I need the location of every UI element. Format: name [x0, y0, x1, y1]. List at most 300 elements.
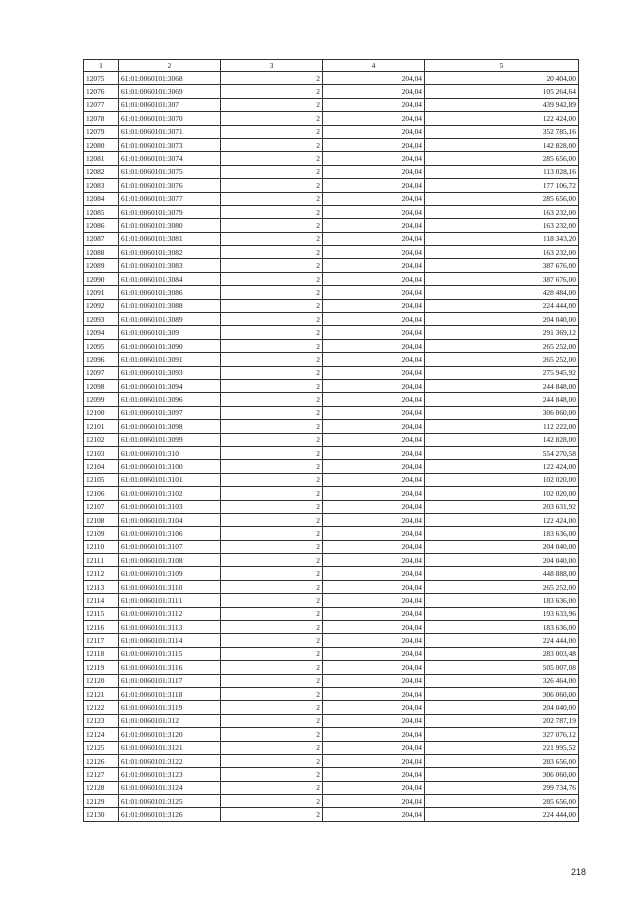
table-cell: 12091: [84, 286, 119, 299]
table-cell: 2: [221, 433, 323, 446]
table-row: [84, 339, 579, 352]
table-cell: 61:01:0060101:3100: [119, 460, 221, 473]
table-cell: 2: [221, 473, 323, 486]
table-cell: 2: [221, 527, 323, 540]
table-cell: 61:01:0060101:3125: [119, 795, 221, 808]
table-cell: 2: [221, 594, 323, 607]
table-cell: 102 020,00: [425, 487, 579, 500]
table-cell: 204,04: [323, 768, 425, 781]
table-cell: 204,04: [323, 366, 425, 379]
table-cell: 2: [221, 754, 323, 767]
table-cell: 204,04: [323, 152, 425, 165]
table-cell: 12084: [84, 192, 119, 205]
table-cell: 12129: [84, 795, 119, 808]
table-cell: 2: [221, 781, 323, 794]
table-cell: 12130: [84, 808, 119, 821]
table-cell: 61:01:0060101:3097: [119, 406, 221, 419]
table-row: [84, 393, 579, 406]
table-cell: 12075: [84, 72, 119, 85]
table-cell: 2: [221, 286, 323, 299]
table-cell: 2: [221, 85, 323, 98]
table-cell: 2: [221, 379, 323, 392]
table-row: [84, 687, 579, 700]
table-row: [84, 714, 579, 727]
table-row: [84, 621, 579, 634]
table-cell: 122 424,00: [425, 513, 579, 526]
table-cell: 122 424,00: [425, 112, 579, 125]
table-row: [84, 500, 579, 513]
table-cell: 12122: [84, 701, 119, 714]
table-cell: 112 222,00: [425, 420, 579, 433]
table-cell: 12101: [84, 420, 119, 433]
table-cell: 2: [221, 768, 323, 781]
table-cell: 2: [221, 112, 323, 125]
table-cell: 12118: [84, 647, 119, 660]
table-row: [84, 326, 579, 339]
table-cell: 61:01:0060101:3071: [119, 125, 221, 138]
table-cell: 204,04: [323, 567, 425, 580]
table-cell: 2: [221, 808, 323, 821]
table-cell: 12116: [84, 621, 119, 634]
table-row: [84, 272, 579, 285]
table-row: [84, 259, 579, 272]
table-cell: 183 636,00: [425, 527, 579, 540]
table-cell: 61:01:0060101:3098: [119, 420, 221, 433]
table-cell: 12080: [84, 138, 119, 151]
table-cell: 204,04: [323, 540, 425, 553]
table-cell: 204 040,00: [425, 540, 579, 553]
table-cell: 142 828,00: [425, 433, 579, 446]
table-cell: 387 676,00: [425, 272, 579, 285]
table-cell: 204,04: [323, 460, 425, 473]
table-row: [84, 366, 579, 379]
table-cell: 61:01:0060101:3101: [119, 473, 221, 486]
table-cell: 12114: [84, 594, 119, 607]
table-cell: 2: [221, 406, 323, 419]
table-cell: 61:01:0060101:309: [119, 326, 221, 339]
table-row: [84, 179, 579, 192]
table-cell: 204,04: [323, 406, 425, 419]
table-cell: 204,04: [323, 339, 425, 352]
table-row: [84, 112, 579, 125]
table-cell: 204,04: [323, 259, 425, 272]
table-cell: 2: [221, 621, 323, 634]
table-cell: 204,04: [323, 487, 425, 500]
table-cell: 2: [221, 500, 323, 513]
table-cell: 204,04: [323, 808, 425, 821]
table-cell: 105 264,64: [425, 85, 579, 98]
table-cell: 12119: [84, 661, 119, 674]
table-cell: 12079: [84, 125, 119, 138]
table-row: [84, 580, 579, 593]
table-cell: 177 106,72: [425, 179, 579, 192]
table-cell: 12127: [84, 768, 119, 781]
table-cell: 12109: [84, 527, 119, 540]
table-cell: 2: [221, 219, 323, 232]
table-cell: 2: [221, 487, 323, 500]
table-cell: 61:01:0060101:3102: [119, 487, 221, 500]
table-cell: 204,04: [323, 192, 425, 205]
table-cell: 12117: [84, 634, 119, 647]
table-cell: 204,04: [323, 647, 425, 660]
table-row: [84, 540, 579, 553]
table-row: [84, 473, 579, 486]
table-cell: 163 232,00: [425, 205, 579, 218]
table-cell: 204,04: [323, 246, 425, 259]
table-row: [84, 674, 579, 687]
table-cell: 2: [221, 513, 323, 526]
table-cell: 61:01:0060101:3115: [119, 647, 221, 660]
table-cell: 204,04: [323, 379, 425, 392]
table-cell: 2: [221, 125, 323, 138]
table-cell: 61:01:0060101:3109: [119, 567, 221, 580]
table-row: [84, 527, 579, 540]
table-cell: 61:01:0060101:3113: [119, 621, 221, 634]
table-cell: 204,04: [323, 353, 425, 366]
table-cell: 61:01:0060101:3068: [119, 72, 221, 85]
table-cell: 61:01:0060101:3108: [119, 554, 221, 567]
table-cell: 265 252,00: [425, 580, 579, 593]
table-cell: 2: [221, 661, 323, 674]
table-cell: 12095: [84, 339, 119, 352]
table-cell: 61:01:0060101:3084: [119, 272, 221, 285]
table-cell: 326 464,00: [425, 674, 579, 687]
table-cell: 2: [221, 339, 323, 352]
table-cell: 204,04: [323, 621, 425, 634]
table-cell: 221 995,52: [425, 741, 579, 754]
table-cell: 204,04: [323, 433, 425, 446]
table-cell: 193 633,96: [425, 607, 579, 620]
table-cell: 265 252,00: [425, 353, 579, 366]
table-cell: 204,04: [323, 728, 425, 741]
table-cell: 12113: [84, 580, 119, 593]
cadastral-table: [83, 59, 579, 822]
table-row: [84, 607, 579, 620]
table-cell: 204,04: [323, 138, 425, 151]
table-cell: 204,04: [323, 326, 425, 339]
table-cell: 142 828,00: [425, 138, 579, 151]
table-cell: 61:01:0060101:3103: [119, 500, 221, 513]
table-row: [84, 72, 579, 85]
table-cell: 12120: [84, 674, 119, 687]
table-cell: 204,04: [323, 741, 425, 754]
table-cell: 113 028,16: [425, 165, 579, 178]
table-cell: 12097: [84, 366, 119, 379]
table-cell: 2: [221, 259, 323, 272]
table-cell: 204,04: [323, 781, 425, 794]
table-cell: 2: [221, 246, 323, 259]
table-cell: 285 656,00: [425, 152, 579, 165]
table-cell: 61:01:0060101:3112: [119, 607, 221, 620]
table-cell: 2: [221, 795, 323, 808]
table-cell: 61:01:0060101:3104: [119, 513, 221, 526]
table-row: [84, 379, 579, 392]
table-cell: 204,04: [323, 232, 425, 245]
table-cell: 61:01:0060101:3126: [119, 808, 221, 821]
table-cell: 285 656,00: [425, 795, 579, 808]
table-row: [84, 420, 579, 433]
table-cell: 448 888,00: [425, 567, 579, 580]
table-cell: 163 232,00: [425, 246, 579, 259]
table-cell: 61:01:0060101:3117: [119, 674, 221, 687]
table-cell: 283 003,48: [425, 647, 579, 660]
table-cell: 2: [221, 299, 323, 312]
table-cell: 2: [221, 138, 323, 151]
table-row: [84, 232, 579, 245]
table-cell: 61:01:0060101:3074: [119, 152, 221, 165]
table-cell: 204,04: [323, 272, 425, 285]
table-cell: 204,04: [323, 795, 425, 808]
table-row: [84, 98, 579, 111]
table-cell: 163 232,00: [425, 219, 579, 232]
table-cell: 204,04: [323, 112, 425, 125]
table-cell: 61:01:0060101:3080: [119, 219, 221, 232]
page-number: 218: [570, 867, 586, 877]
table-cell: 61:01:0060101:3081: [119, 232, 221, 245]
table-cell: 12121: [84, 687, 119, 700]
table-cell: 244 848,00: [425, 393, 579, 406]
table-cell: 61:01:0060101:3069: [119, 85, 221, 98]
table-cell: 61:01:0060101:3119: [119, 701, 221, 714]
table-cell: 12112: [84, 567, 119, 580]
table-row: [84, 795, 579, 808]
table-cell: 2: [221, 152, 323, 165]
table-row: [84, 165, 579, 178]
table-body: [84, 72, 579, 822]
table-cell: 203 631,92: [425, 500, 579, 513]
table-cell: 61:01:0060101:3086: [119, 286, 221, 299]
table-cell: 12083: [84, 179, 119, 192]
table-cell: 327 076,12: [425, 728, 579, 741]
table-cell: 2: [221, 728, 323, 741]
table-cell: 306 060,00: [425, 768, 579, 781]
table-cell: 12125: [84, 741, 119, 754]
table-cell: 61:01:0060101:3091: [119, 353, 221, 366]
table-cell: 204,04: [323, 714, 425, 727]
table-cell: 2: [221, 192, 323, 205]
table-cell: 2: [221, 72, 323, 85]
table-cell: 61:01:0060101:3094: [119, 379, 221, 392]
table-cell: 61:01:0060101:3107: [119, 540, 221, 553]
table-cell: 2: [221, 446, 323, 459]
table-cell: 61:01:0060101:3114: [119, 634, 221, 647]
table-row: [84, 125, 579, 138]
table-row: [84, 286, 579, 299]
table-cell: 204,04: [323, 473, 425, 486]
table-cell: 12099: [84, 393, 119, 406]
column-header: 1: [84, 60, 119, 72]
table-row: [84, 594, 579, 607]
table-cell: 183 636,00: [425, 594, 579, 607]
table-cell: 428 484,00: [425, 286, 579, 299]
table-cell: 61:01:0060101:3118: [119, 687, 221, 700]
table-cell: 204,04: [323, 313, 425, 326]
table-cell: 102 020,00: [425, 473, 579, 486]
table-cell: 61:01:0060101:3124: [119, 781, 221, 794]
table-cell: 2: [221, 313, 323, 326]
table-cell: 61:01:0060101:3099: [119, 433, 221, 446]
table-cell: 204,04: [323, 98, 425, 111]
table-row: [84, 634, 579, 647]
table-row: [84, 299, 579, 312]
table-cell: 61:01:0060101:3089: [119, 313, 221, 326]
table-cell: 12086: [84, 219, 119, 232]
column-header: 4: [323, 60, 425, 72]
table-cell: 2: [221, 701, 323, 714]
table-cell: 387 676,00: [425, 259, 579, 272]
table-cell: 204 040,00: [425, 313, 579, 326]
table-cell: 61:01:0060101:3075: [119, 165, 221, 178]
table-cell: 2: [221, 366, 323, 379]
table-cell: 61:01:0060101:310: [119, 446, 221, 459]
table-row: [84, 192, 579, 205]
table-row: [84, 152, 579, 165]
table-row: [84, 513, 579, 526]
table-cell: 12088: [84, 246, 119, 259]
table-cell: 2: [221, 272, 323, 285]
table-cell: 61:01:0060101:3120: [119, 728, 221, 741]
table-row: [84, 353, 579, 366]
table-cell: 61:01:0060101:3076: [119, 179, 221, 192]
table-cell: 283 656,00: [425, 754, 579, 767]
table-cell: 2: [221, 179, 323, 192]
table-cell: 224 444,00: [425, 808, 579, 821]
table-cell: 2: [221, 687, 323, 700]
table-cell: 306 060,00: [425, 406, 579, 419]
table-cell: 204,04: [323, 701, 425, 714]
table-cell: 204,04: [323, 634, 425, 647]
table-cell: 204,04: [323, 165, 425, 178]
table-cell: 2: [221, 232, 323, 245]
table-cell: 61:01:0060101:3073: [119, 138, 221, 151]
table-cell: 12105: [84, 473, 119, 486]
table-header-row: [84, 60, 579, 72]
table-row: [84, 781, 579, 794]
table-cell: 12081: [84, 152, 119, 165]
table-cell: 183 636,00: [425, 621, 579, 634]
table-cell: 505 007,08: [425, 661, 579, 674]
table-cell: 204,04: [323, 286, 425, 299]
table-cell: 204,04: [323, 205, 425, 218]
table-cell: 12124: [84, 728, 119, 741]
table-cell: 12110: [84, 540, 119, 553]
column-header: 5: [425, 60, 579, 72]
table-cell: 12115: [84, 607, 119, 620]
table-cell: 122 424,00: [425, 460, 579, 473]
table-cell: 204,04: [323, 85, 425, 98]
table-cell: 244 848,00: [425, 379, 579, 392]
table-cell: 2: [221, 540, 323, 553]
table-cell: 12078: [84, 112, 119, 125]
table-row: [84, 754, 579, 767]
table-cell: 12087: [84, 232, 119, 245]
table-cell: 12128: [84, 781, 119, 794]
table-cell: 61:01:0060101:3090: [119, 339, 221, 352]
table-cell: 2: [221, 460, 323, 473]
table-cell: 12094: [84, 326, 119, 339]
table-cell: 2: [221, 567, 323, 580]
table-row: [84, 647, 579, 660]
table-cell: 204,04: [323, 393, 425, 406]
table-cell: 12103: [84, 446, 119, 459]
table-cell: 2: [221, 741, 323, 754]
table-cell: 61:01:0060101:3106: [119, 527, 221, 540]
table-row: [84, 219, 579, 232]
table-cell: 12089: [84, 259, 119, 272]
table-cell: 61:01:0060101:3110: [119, 580, 221, 593]
table-cell: 12108: [84, 513, 119, 526]
table-cell: 12107: [84, 500, 119, 513]
table-cell: 61:01:0060101:3077: [119, 192, 221, 205]
table-cell: 12090: [84, 272, 119, 285]
table-cell: 204,04: [323, 125, 425, 138]
table-row: [84, 433, 579, 446]
table-cell: 61:01:0060101:3079: [119, 205, 221, 218]
table-cell: 61:01:0060101:3082: [119, 246, 221, 259]
table-cell: 224 444,00: [425, 634, 579, 647]
table-cell: 12092: [84, 299, 119, 312]
table-cell: 299 734,76: [425, 781, 579, 794]
table-cell: 61:01:0060101:3070: [119, 112, 221, 125]
table-cell: 61:01:0060101:3096: [119, 393, 221, 406]
table-cell: 2: [221, 393, 323, 406]
table-row: [84, 701, 579, 714]
table-cell: 204,04: [323, 299, 425, 312]
table-cell: 61:01:0060101:3093: [119, 366, 221, 379]
table-cell: 20 404,00: [425, 72, 579, 85]
table-cell: 204,04: [323, 754, 425, 767]
table-row: [84, 661, 579, 674]
table-cell: 204,04: [323, 179, 425, 192]
table-cell: 204,04: [323, 446, 425, 459]
table-cell: 12123: [84, 714, 119, 727]
table-cell: 2: [221, 674, 323, 687]
table-row: [84, 728, 579, 741]
table-cell: 12106: [84, 487, 119, 500]
table-cell: 2: [221, 647, 323, 660]
table-cell: 204,04: [323, 420, 425, 433]
table-cell: 204,04: [323, 607, 425, 620]
table-cell: 61:01:0060101:3116: [119, 661, 221, 674]
table-cell: 224 444,00: [425, 299, 579, 312]
table-cell: 2: [221, 98, 323, 111]
table-cell: 61:01:0060101:312: [119, 714, 221, 727]
table-row: [84, 313, 579, 326]
table-cell: 12077: [84, 98, 119, 111]
table-row: [84, 554, 579, 567]
table-cell: 61:01:0060101:3088: [119, 299, 221, 312]
table-cell: 291 369,12: [425, 326, 579, 339]
table-cell: 204,04: [323, 513, 425, 526]
table-cell: 61:01:0060101:3123: [119, 768, 221, 781]
table-row: [84, 808, 579, 821]
table-cell: 12096: [84, 353, 119, 366]
table-row: [84, 460, 579, 473]
table-cell: 12098: [84, 379, 119, 392]
table-row: [84, 768, 579, 781]
table-cell: 204,04: [323, 527, 425, 540]
table-cell: 204,04: [323, 674, 425, 687]
table-cell: 204,04: [323, 219, 425, 232]
table-row: [84, 406, 579, 419]
table-cell: 2: [221, 554, 323, 567]
table-row: [84, 567, 579, 580]
table-cell: 352 785,16: [425, 125, 579, 138]
table-cell: 61:01:0060101:3083: [119, 259, 221, 272]
table-row: [84, 85, 579, 98]
table-row: [84, 741, 579, 754]
table-cell: 118 343,20: [425, 232, 579, 245]
